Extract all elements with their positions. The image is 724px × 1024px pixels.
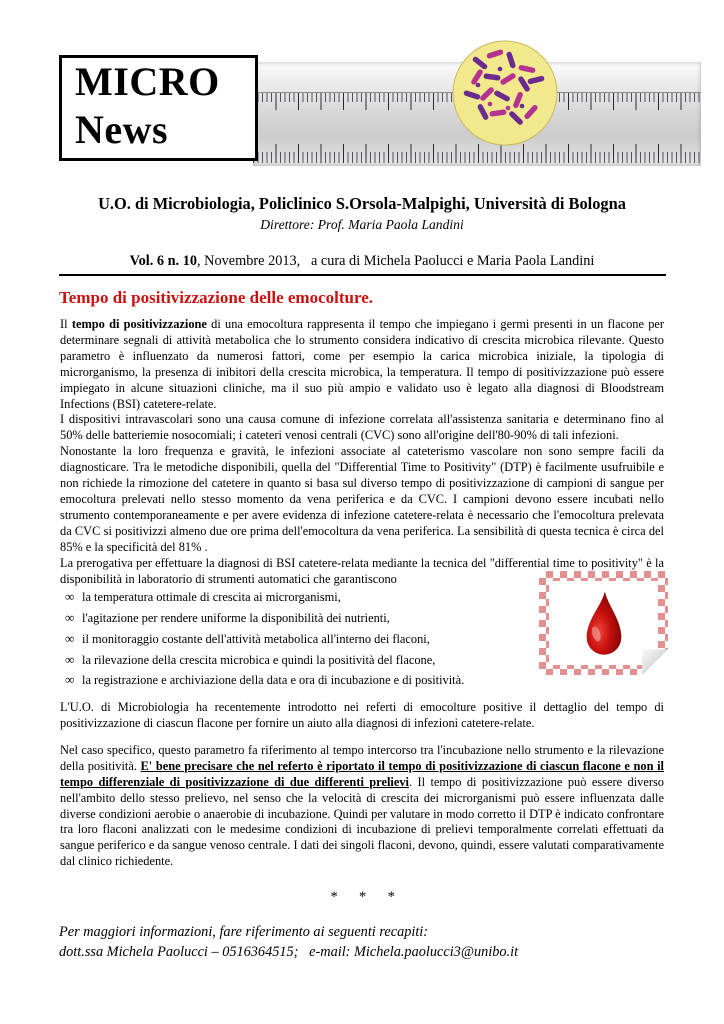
contact-info-line2: dott.ssa Michela Paolucci – 0516364515; e-mail: Michela.paolucci3@unibo.it	[59, 944, 519, 961]
separator-stars: * * *	[329, 889, 395, 906]
divider-rule	[59, 274, 666, 276]
infinity-bullet-icon: ∞	[65, 589, 75, 605]
infinity-bullet-icon: ∞	[65, 610, 75, 626]
blood-drop-figure	[539, 571, 668, 675]
bold-underline-note: E' bene precisare che nel referto è riportato il tempo di positivizzazione di ciascun flacone e non il tempo differenziale di positivizzazione di due differenti prelievi	[60, 758, 664, 789]
bacteria-illustration	[450, 38, 560, 148]
paragraph-dtp: Nonostante la loro frequenza e gravità, le infezioni associate al cateterismo vascolare non sono sempre facili da diagnosticare. Tra le metodiche disponibili, quella del "Differential Time to Positivity" (DTP) è facilmente usufruibile e non richiede la rimozione del catetere in quanto si basa sul diverso tempo di positivizzazione di campioni di sangue per emocoltura prelevati nello stesso momento da vena periferica e da CVC. I campioni devono essere incubati nello strumento contemporaneamente e per avere evidenza di infezione catetere-relata è necessario che l'emocoltura prelevata da CVC si positivizzi almeno due ore prima dell'emocoltura da vena periferica. La sensibilità di questa tecnica è circa del 85% e la specificità del 81% .	[60, 444, 664, 554]
volume-line	[0, 252, 724, 270]
list-item-text: l'agitazione per rendere uniforme la disponibilità dei nutrienti,	[82, 611, 390, 626]
article-title: Tempo di positivizzazione delle emocolture.	[59, 288, 373, 307]
volume-number: Vol. 6 n. 10	[129, 253, 197, 269]
contact-info	[59, 922, 664, 962]
org-line: U.O. di Microbiologia, Policlinico S.Orsola-Malpighi, Università di Bologna	[98, 194, 626, 213]
volume-credits: , Novembre 2013, a cura di Michela Paolucci e Maria Paola Landini	[197, 253, 595, 269]
paragraph-precisazione: Nel caso specifico, questo parametro fa riferimento al tempo intercorso tra l'incubazione nello strumento e la rilevazione della positività. E' bene precisare che nel referto è riportato il tempo di positivizzazione di ciascun flacone e non il tempo differenziale di positivizzazione di due differenti prelievi. Il tempo di positivizzazione può essere diverso nell'ambito dello stesso prelievo, nel senso che la velocità di crescita dei microrganismi può essere influenzata dalle diverse condizioni aerobie o anaerobie di incubazione. Quindi per valutare in modo corretto il DTP è indicato confrontare tra loro flaconi analizzati con le medesime condizioni di incubazione di prelievi temporalmente correlati effettuati da sangue periferico e da sangue venoso centrale. I dati dei singoli flaconi, devono, quindi, essere valutati comparativamente dal clinico richiedente.	[60, 742, 664, 869]
list-item-text: la rilevazione della crescita microbica e quindi la positività del flacone,	[82, 652, 436, 667]
paragraph-prerogativa: La prerogativa per effettuare la diagnosi di BSI catetere-relata mediante la tecnica del "differential time to positivity" è la disponibilità in laboratorio di strumenti automatici che garantiscono	[60, 555, 664, 586]
blood-drop-image	[549, 581, 658, 665]
blood-drop-icon	[578, 587, 630, 660]
contact-info-line1: Per maggiori informazioni, fare riferimento ai seguenti recapiti:	[59, 924, 429, 941]
paragraph-devices: I dispositivi intravascolari sono una causa comune di infezione correlata all'assistenza sanitaria e determinano fino al 50% delle batteriemie nosocomiali; i cateteri venosi centrali (CVC) sono all'origine dell'80-90% di tali infezioni.	[60, 412, 664, 443]
director-line: Direttore: Prof. Maria Paola Landini	[260, 217, 464, 232]
list-item	[59, 673, 664, 689]
list-item-text: la temperatura ottimale di crescita ai microrganismi,	[82, 590, 341, 605]
masthead-title-micro: MICRO	[75, 59, 220, 104]
paragraph-intro: Il tempo di positivizzazione di una emocoltura rappresenta il tempo che impiegano i germi presenti in un flacone per determinare segnali di attività metabolica che lo strumento considera indicativo di crescita microbica rilevante. Questo parametro è influenzato da numerosi fattori, come per esempio la carica microbica iniziale, la tipologia di microrganismo, la presenza di inibitori della crescita microbica, la temperatura. Il tempo di positivizzazione può essere impiegato in alcune situazioni cliniche, ma il suo più ampio e validato uso è legato alla diagnosi di Bloodstream Infections (BSI) catetere-relate.	[60, 317, 665, 411]
infinity-bullet-icon: ∞	[65, 630, 75, 646]
infinity-bullet-icon: ∞	[65, 651, 75, 667]
paragraph-referti: L'U.O. di Microbiologia ha recentemente introdotto nei referti di emocolture positive il dettaglio del tempo di positivizzazione di ciascun flacone per fornire un aiuto alla diagnosi di infezioni catetere-relate.	[60, 700, 664, 731]
infinity-bullet-icon: ∞	[65, 672, 75, 688]
masthead-logo	[59, 55, 258, 161]
list-item-text: la registrazione e archiviazione della data e ora di incubazione e di positività.	[82, 673, 465, 688]
masthead	[0, 0, 724, 178]
list-region	[0, 590, 724, 689]
masthead-title-news: News	[75, 107, 169, 152]
article-body	[0, 317, 724, 587]
list-item-text: il monitoraggio costante dell'attività metabolica all'interno dei flaconi,	[82, 631, 430, 646]
